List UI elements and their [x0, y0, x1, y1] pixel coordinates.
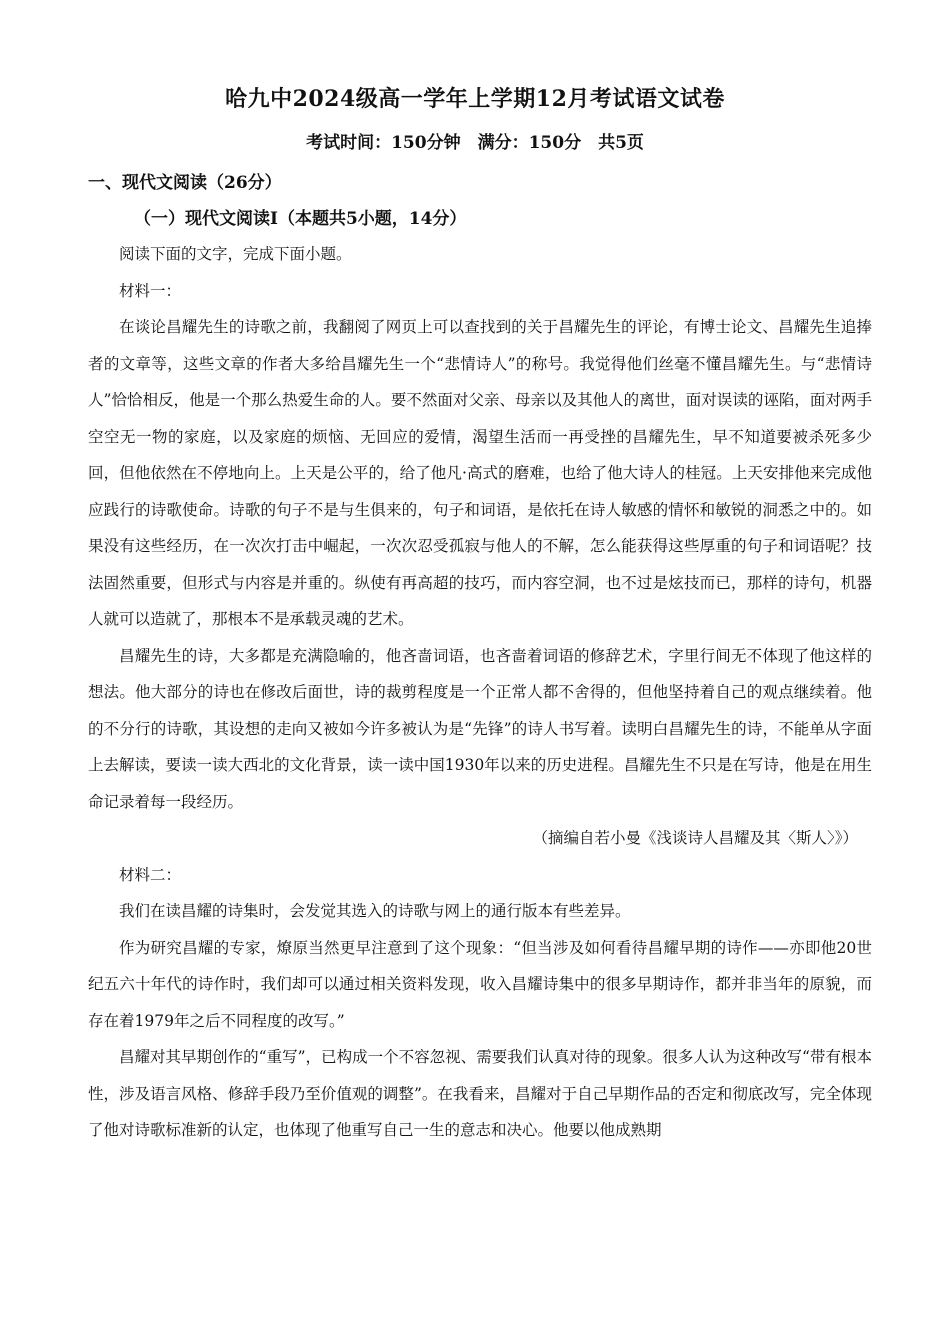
paragraph: 昌耀先生的诗，大多都是充满隐喻的，他吝啬词语，也吝啬着词语的修辞艺术，字里行间无不体现了他这样的想法。他大部分的诗也在修改后面世，诗的裁剪程度是一个正常人都不舍得的，但他坚持着自己的观点继续着。他的不分行的诗歌，其设想的走向又被如今许多被认为是“先锋”的诗人书写着。读明白昌耀先生的诗，不能单从字面上去解读，要读一读大西北的文化背景，读一读中国1930年以来的历史进程。昌耀先生不只是在写诗，他是在用生命记录着每一段经历。 [88, 646, 872, 811]
instruction-text: 阅读下面的文字，完成下面小题。 [119, 245, 352, 263]
paragraph: 昌耀对其早期创作的“重写”，已构成一个不容忽视、需要我们认真对待的现象。很多人认为这种改写“带有根本性，涉及语言风格、修辞手段乃至价值观的调整”。在我看来，昌耀对于自己早期作品的否定和彻底改写，完全体现了他对诗歌标准新的认定，也体现了他重写自己一生的意志和决心。他要以他成熟期 [88, 1048, 872, 1139]
paragraph: 作为研究昌耀的专家，燎原当然更早注意到了这个现象：“但当涉及如何看待昌耀早期的诗作——亦即他20世纪五六十年代的诗作时，我们却可以通过相关资料发现，收入昌耀诗集中的很多早期诗作，都并非当年的原貌，而存在着1979年之后不同程度的改写。” [88, 938, 872, 1030]
source-citation: （摘编自若小曼《浅谈诗人昌耀及其〈斯人〉》） [532, 829, 858, 847]
exam-info: 考试时间：150分钟 满分：150分 共5页 [306, 133, 644, 153]
page-title: 哈九中2024级高一学年上学期12月考试语文试卷 [225, 86, 725, 112]
sub-section-heading: （一）现代文阅读Ⅰ（本题共5小题，14分） [134, 209, 467, 229]
paragraph: 我们在读昌耀的诗集时，会发觉其选入的诗歌与网上的通行版本有些差异。 [119, 902, 631, 920]
paragraph: 在谈论昌耀先生的诗歌之前，我翻阅了网页上可以查找到的关于昌耀先生的评论，有博士论文、昌耀先生追捧者的文章等，这些文章的作者大多给昌耀先生一个“悲情诗人”的称号。我觉得他们丝毫不懂昌耀先生。与“悲情诗人”恰恰相反，他是一个那么热爱生命的人。要不然面对父亲、母亲以及其他人的离世，面对误读的诬陷，面对两手空空无一物的家庭，以及家庭的烦恼、无回应的爱情，渴望生活而一再受挫的昌耀先生，早不知道要被杀死多少回，但他依然在不停地向上。上天是公平的，给了他凡·高式的磨难，也给了他大诗人的桂冠。上天安排他来完成他应践行的诗歌使命。诗歌的句子不是与生俱来的，句子和词语，是依托在诗人敏感的情怀和敏锐的洞悉之中的。如果没有这些经历，在一次次打击中崛起，一次次忍受孤寂与他人的不解，怎么能获得这些厚重的句子和词语呢？技法固然重要，但形式与内容是并重的。纵使有再高超的技巧，而内容空洞，也不过是炫技而已，那样的诗句，机器人就可以造就了，那根本不是承载灵魂的艺术。 [88, 318, 872, 628]
material-label: 材料一： [119, 281, 182, 300]
section-heading: 一、现代文阅读（26分） [88, 173, 282, 193]
reading-passage [88, 236, 872, 1149]
material-label: 材料二： [119, 865, 182, 884]
